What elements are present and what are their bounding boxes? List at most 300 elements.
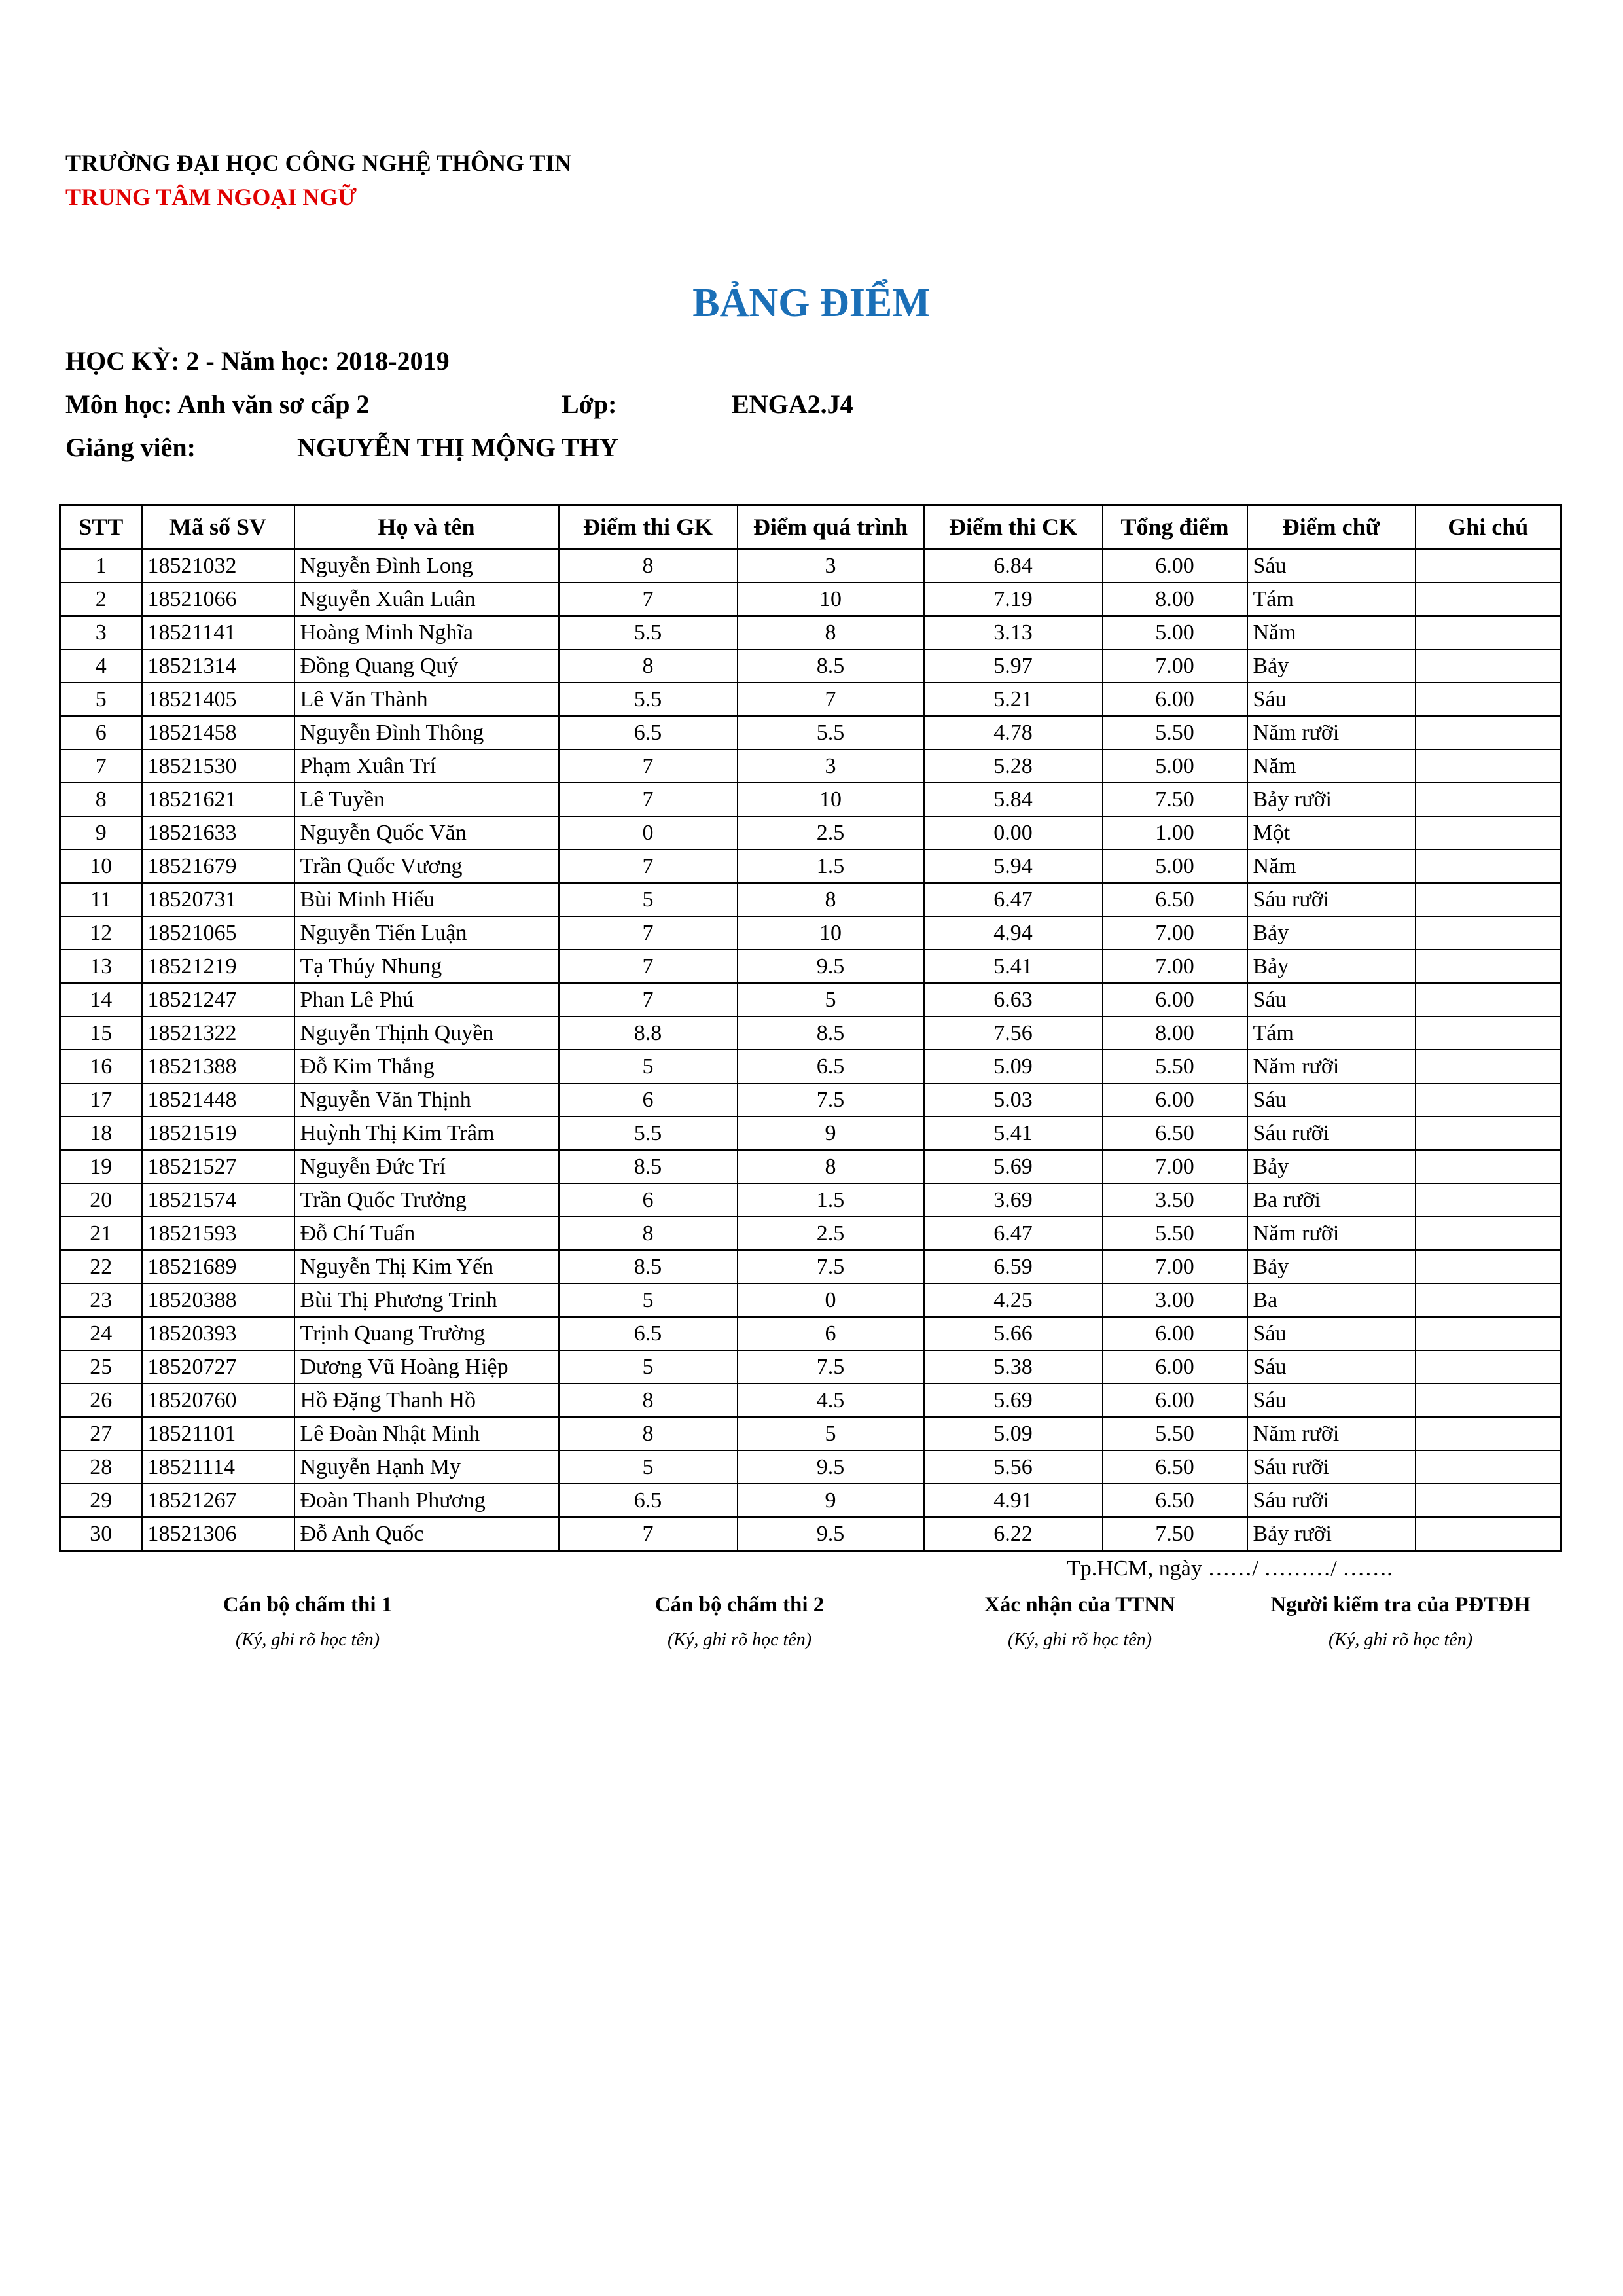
- table-row: [60, 616, 1561, 649]
- cell-total: 5.50: [1103, 716, 1247, 749]
- cell-notes: [1416, 649, 1561, 683]
- cell-notes: [1416, 1417, 1561, 1450]
- cell-total: 6.00: [1103, 683, 1247, 716]
- cell-final: 4.25: [924, 1283, 1103, 1317]
- cell-full-name: Lê Tuyền: [294, 783, 559, 816]
- cell-process: 7.5: [738, 1250, 924, 1283]
- cell-student-id: 18521448: [142, 1083, 294, 1117]
- cell-full-name: Phan Lê Phú: [294, 983, 559, 1016]
- signature-title-pdtdh: Người kiểm tra của PĐTĐH: [1270, 1593, 1531, 1617]
- cell-stt: 29: [60, 1484, 142, 1517]
- column-header-stt: STT: [60, 505, 142, 549]
- cell-student-id: 18520760: [142, 1384, 294, 1417]
- cell-student-id: 18521141: [142, 616, 294, 649]
- cell-stt: 26: [60, 1384, 142, 1417]
- cell-total: 7.00: [1103, 649, 1247, 683]
- cell-midterm: 7: [559, 783, 738, 816]
- cell-full-name: Lê Đoàn Nhật Minh: [294, 1417, 559, 1450]
- cell-final: 5.41: [924, 950, 1103, 983]
- cell-stt: 9: [60, 816, 142, 850]
- cell-full-name: Nguyễn Quốc Văn: [294, 816, 559, 850]
- cell-midterm: 6.5: [559, 1317, 738, 1350]
- cell-student-id: 18521527: [142, 1150, 294, 1183]
- cell-student-id: 18521101: [142, 1417, 294, 1450]
- cell-total: 6.00: [1103, 1317, 1247, 1350]
- cell-midterm: 8: [559, 1417, 738, 1450]
- cell-process: 9.5: [738, 1450, 924, 1484]
- cell-total: 8.00: [1103, 1016, 1247, 1050]
- cell-process: 5: [738, 983, 924, 1016]
- cell-final: 6.47: [924, 883, 1103, 916]
- cell-total: 6.50: [1103, 883, 1247, 916]
- cell-stt: 3: [60, 616, 142, 649]
- cell-notes: [1416, 1083, 1561, 1117]
- cell-notes: [1416, 549, 1561, 583]
- cell-midterm: 6: [559, 1183, 738, 1217]
- signature-note-pdtdh: (Ký, ghi rõ học tên): [1328, 1630, 1473, 1650]
- cell-full-name: Trịnh Quang Trường: [294, 1317, 559, 1350]
- cell-grade-words: Bảy: [1247, 950, 1416, 983]
- cell-student-id: 18521314: [142, 649, 294, 683]
- cell-stt: 6: [60, 716, 142, 749]
- column-header-process: Điểm quá trình: [738, 505, 924, 549]
- cell-full-name: Nguyễn Tiến Luận: [294, 916, 559, 950]
- cell-process: 8: [738, 616, 924, 649]
- cell-process: 1.5: [738, 850, 924, 883]
- cell-final: 4.91: [924, 1484, 1103, 1517]
- column-header-notes: Ghi chú: [1416, 505, 1561, 549]
- cell-student-id: 18520731: [142, 883, 294, 916]
- table-row: [60, 1117, 1561, 1150]
- cell-grade-words: Năm: [1247, 850, 1416, 883]
- cell-stt: 22: [60, 1250, 142, 1283]
- cell-final: 3.69: [924, 1183, 1103, 1217]
- term-info: HỌC KỲ: 2 - Năm học: 2018-2019: [65, 346, 450, 376]
- table-body: [60, 549, 1561, 1551]
- cell-notes: [1416, 983, 1561, 1016]
- table-row: [60, 1317, 1561, 1350]
- cell-notes: [1416, 1517, 1561, 1551]
- cell-total: 6.50: [1103, 1484, 1247, 1517]
- cell-total: 5.50: [1103, 1217, 1247, 1250]
- table-row: [60, 1350, 1561, 1384]
- cell-total: 5.50: [1103, 1417, 1247, 1450]
- cell-stt: 18: [60, 1117, 142, 1150]
- cell-process: 9: [738, 1484, 924, 1517]
- cell-student-id: 18521219: [142, 950, 294, 983]
- cell-student-id: 18521593: [142, 1217, 294, 1250]
- cell-final: 5.28: [924, 749, 1103, 783]
- table-row: [60, 850, 1561, 883]
- cell-full-name: Đoàn Thanh Phương: [294, 1484, 559, 1517]
- cell-midterm: 5: [559, 1350, 738, 1384]
- cell-final: 5.56: [924, 1450, 1103, 1484]
- cell-notes: [1416, 1384, 1561, 1417]
- table-row: [60, 1217, 1561, 1250]
- cell-full-name: Lê Văn Thành: [294, 683, 559, 716]
- signature-title-ttnn: Xác nhận của TTNN: [984, 1593, 1175, 1617]
- signature-note-grader-2: (Ký, ghi rõ học tên): [667, 1630, 812, 1650]
- cell-grade-words: Sáu: [1247, 983, 1416, 1016]
- cell-grade-words: Sáu rưỡi: [1247, 1484, 1416, 1517]
- cell-final: 4.94: [924, 916, 1103, 950]
- grades-table: [59, 504, 1562, 1552]
- table-row: [60, 549, 1561, 583]
- cell-midterm: 6.5: [559, 716, 738, 749]
- table-row: [60, 1417, 1561, 1450]
- cell-process: 9.5: [738, 950, 924, 983]
- cell-stt: 21: [60, 1217, 142, 1250]
- cell-total: 6.00: [1103, 1083, 1247, 1117]
- cell-notes: [1416, 1484, 1561, 1517]
- cell-grade-words: Năm: [1247, 749, 1416, 783]
- cell-grade-words: Năm rưỡi: [1247, 1217, 1416, 1250]
- cell-full-name: Nguyễn Thị Kim Yến: [294, 1250, 559, 1283]
- cell-total: 5.00: [1103, 850, 1247, 883]
- cell-process: 8: [738, 1150, 924, 1183]
- cell-grade-words: Một: [1247, 816, 1416, 850]
- cell-process: 6.5: [738, 1050, 924, 1083]
- cell-student-id: 18520393: [142, 1317, 294, 1350]
- column-header-grade-words: Điểm chữ: [1247, 505, 1416, 549]
- cell-process: 2.5: [738, 1217, 924, 1250]
- table-row: [60, 1484, 1561, 1517]
- cell-total: 7.50: [1103, 783, 1247, 816]
- cell-notes: [1416, 583, 1561, 616]
- cell-student-id: 18521621: [142, 783, 294, 816]
- cell-process: 3: [738, 749, 924, 783]
- cell-stt: 25: [60, 1350, 142, 1384]
- cell-total: 5.00: [1103, 749, 1247, 783]
- cell-full-name: Trần Quốc Trưởng: [294, 1183, 559, 1217]
- cell-midterm: 7: [559, 583, 738, 616]
- cell-total: 7.00: [1103, 1150, 1247, 1183]
- cell-student-id: 18521032: [142, 549, 294, 583]
- table-row: [60, 716, 1561, 749]
- cell-midterm: 8: [559, 1217, 738, 1250]
- cell-final: 5.69: [924, 1384, 1103, 1417]
- cell-student-id: 18521530: [142, 749, 294, 783]
- cell-final: 5.09: [924, 1050, 1103, 1083]
- cell-student-id: 18520388: [142, 1283, 294, 1317]
- cell-full-name: Nguyễn Đình Thông: [294, 716, 559, 749]
- class-value: ENGA2.J4: [732, 389, 853, 419]
- subject-info: Môn học: Anh văn sơ cấp 2: [65, 389, 370, 419]
- cell-total: 6.00: [1103, 1350, 1247, 1384]
- cell-total: 3.00: [1103, 1283, 1247, 1317]
- cell-grade-words: Sáu: [1247, 549, 1416, 583]
- table-row: [60, 816, 1561, 850]
- cell-midterm: 8.5: [559, 1150, 738, 1183]
- cell-notes: [1416, 716, 1561, 749]
- cell-student-id: 18521405: [142, 683, 294, 716]
- cell-final: 7.56: [924, 1016, 1103, 1050]
- table-row: [60, 950, 1561, 983]
- cell-grade-words: Năm rưỡi: [1247, 716, 1416, 749]
- class-label: Lớp:: [562, 389, 617, 419]
- cell-notes: [1416, 1117, 1561, 1150]
- cell-notes: [1416, 616, 1561, 649]
- cell-total: 7.00: [1103, 950, 1247, 983]
- cell-student-id: 18520727: [142, 1350, 294, 1384]
- cell-stt: 17: [60, 1083, 142, 1117]
- cell-final: 7.19: [924, 583, 1103, 616]
- signature-note-grader-1: (Ký, ghi rõ học tên): [235, 1630, 380, 1650]
- cell-process: 8.5: [738, 1016, 924, 1050]
- cell-midterm: 5.5: [559, 1117, 738, 1150]
- table-row: [60, 916, 1561, 950]
- school-name: TRƯỜNG ĐẠI HỌC CÔNG NGHỆ THÔNG TIN: [65, 150, 572, 176]
- cell-midterm: 7: [559, 850, 738, 883]
- cell-full-name: Nguyễn Hạnh My: [294, 1450, 559, 1484]
- cell-stt: 12: [60, 916, 142, 950]
- table-row: [60, 883, 1561, 916]
- cell-stt: 15: [60, 1016, 142, 1050]
- cell-total: 7.50: [1103, 1517, 1247, 1551]
- cell-student-id: 18521679: [142, 850, 294, 883]
- table-row: [60, 1283, 1561, 1317]
- cell-final: 5.41: [924, 1117, 1103, 1150]
- cell-final: 5.94: [924, 850, 1103, 883]
- cell-final: 4.78: [924, 716, 1103, 749]
- cell-notes: [1416, 850, 1561, 883]
- cell-notes: [1416, 816, 1561, 850]
- cell-midterm: 8.8: [559, 1016, 738, 1050]
- cell-stt: 28: [60, 1450, 142, 1484]
- table-row: [60, 749, 1561, 783]
- cell-grade-words: Sáu: [1247, 683, 1416, 716]
- column-header-student-id: Mã số SV: [142, 505, 294, 549]
- cell-stt: 20: [60, 1183, 142, 1217]
- language-center-name: TRUNG TÂM NGOẠI NGỮ: [65, 184, 357, 210]
- cell-final: 5.97: [924, 649, 1103, 683]
- cell-grade-words: Sáu: [1247, 1083, 1416, 1117]
- cell-final: 5.66: [924, 1317, 1103, 1350]
- cell-midterm: 5: [559, 1050, 738, 1083]
- cell-total: 1.00: [1103, 816, 1247, 850]
- cell-stt: 4: [60, 649, 142, 683]
- cell-process: 10: [738, 783, 924, 816]
- cell-midterm: 8: [559, 1384, 738, 1417]
- cell-full-name: Đỗ Kim Thắng: [294, 1050, 559, 1083]
- cell-grade-words: Tám: [1247, 583, 1416, 616]
- cell-process: 0: [738, 1283, 924, 1317]
- cell-process: 7.5: [738, 1350, 924, 1384]
- cell-total: 5.50: [1103, 1050, 1247, 1083]
- cell-stt: 16: [60, 1050, 142, 1083]
- cell-total: 6.50: [1103, 1117, 1247, 1150]
- cell-final: 3.13: [924, 616, 1103, 649]
- cell-notes: [1416, 1016, 1561, 1050]
- cell-stt: 13: [60, 950, 142, 983]
- cell-stt: 10: [60, 850, 142, 883]
- cell-full-name: Bùi Thị Phương Trinh: [294, 1283, 559, 1317]
- cell-process: 7: [738, 683, 924, 716]
- cell-midterm: 7: [559, 950, 738, 983]
- cell-notes: [1416, 1250, 1561, 1283]
- cell-midterm: 5: [559, 1283, 738, 1317]
- cell-final: 5.21: [924, 683, 1103, 716]
- table-row: [60, 583, 1561, 616]
- cell-notes: [1416, 950, 1561, 983]
- cell-grade-words: Sáu: [1247, 1350, 1416, 1384]
- cell-midterm: 8: [559, 649, 738, 683]
- signature-title-grader-1: Cán bộ chấm thi 1: [223, 1593, 393, 1617]
- cell-full-name: Nguyễn Đức Trí: [294, 1150, 559, 1183]
- cell-full-name: Nguyễn Đình Long: [294, 549, 559, 583]
- table-row: [60, 983, 1561, 1016]
- cell-stt: 11: [60, 883, 142, 916]
- cell-total: 5.00: [1103, 616, 1247, 649]
- cell-process: 4.5: [738, 1384, 924, 1417]
- cell-notes: [1416, 883, 1561, 916]
- table-row: [60, 1450, 1561, 1484]
- table-row: [60, 1083, 1561, 1117]
- cell-final: 5.38: [924, 1350, 1103, 1384]
- column-header-midterm: Điểm thi GK: [559, 505, 738, 549]
- cell-grade-words: Sáu: [1247, 1384, 1416, 1417]
- cell-total: 7.00: [1103, 916, 1247, 950]
- cell-stt: 24: [60, 1317, 142, 1350]
- cell-grade-words: Bảy rưỡi: [1247, 783, 1416, 816]
- cell-full-name: Đỗ Anh Quốc: [294, 1517, 559, 1551]
- cell-process: 2.5: [738, 816, 924, 850]
- cell-full-name: Nguyễn Thịnh Quyền: [294, 1016, 559, 1050]
- cell-student-id: 18521322: [142, 1016, 294, 1050]
- cell-notes: [1416, 1050, 1561, 1083]
- table-row: [60, 1150, 1561, 1183]
- cell-final: 5.03: [924, 1083, 1103, 1117]
- cell-student-id: 18521247: [142, 983, 294, 1016]
- cell-full-name: Nguyễn Văn Thịnh: [294, 1083, 559, 1117]
- cell-final: 6.22: [924, 1517, 1103, 1551]
- cell-full-name: Dương Vũ Hoàng Hiệp: [294, 1350, 559, 1384]
- table-row: [60, 1384, 1561, 1417]
- cell-process: 10: [738, 583, 924, 616]
- cell-grade-words: Sáu rưỡi: [1247, 1450, 1416, 1484]
- cell-stt: 19: [60, 1150, 142, 1183]
- cell-notes: [1416, 683, 1561, 716]
- cell-midterm: 0: [559, 816, 738, 850]
- cell-midterm: 8: [559, 549, 738, 583]
- cell-midterm: 7: [559, 1517, 738, 1551]
- cell-final: 5.84: [924, 783, 1103, 816]
- cell-total: 6.00: [1103, 1384, 1247, 1417]
- cell-grade-words: Sáu rưỡi: [1247, 1117, 1416, 1150]
- cell-process: 8: [738, 883, 924, 916]
- cell-full-name: Hồ Đặng Thanh Hồ: [294, 1384, 559, 1417]
- cell-stt: 30: [60, 1517, 142, 1551]
- cell-student-id: 18521388: [142, 1050, 294, 1083]
- cell-process: 10: [738, 916, 924, 950]
- cell-full-name: Trần Quốc Vương: [294, 850, 559, 883]
- cell-student-id: 18521065: [142, 916, 294, 950]
- cell-final: 5.09: [924, 1417, 1103, 1450]
- cell-grade-words: Tám: [1247, 1016, 1416, 1050]
- cell-grade-words: Sáu rưỡi: [1247, 883, 1416, 916]
- date-line: Tp.HCM, ngày ……/ ………/ …….: [1067, 1556, 1393, 1581]
- cell-final: 5.69: [924, 1150, 1103, 1183]
- table-header-row: [60, 505, 1561, 549]
- cell-process: 1.5: [738, 1183, 924, 1217]
- cell-midterm: 5.5: [559, 683, 738, 716]
- cell-full-name: Bùi Minh Hiếu: [294, 883, 559, 916]
- cell-process: 5: [738, 1417, 924, 1450]
- cell-total: 8.00: [1103, 583, 1247, 616]
- cell-grade-words: Ba: [1247, 1283, 1416, 1317]
- signature-note-ttnn: (Ký, ghi rõ học tên): [1007, 1630, 1152, 1650]
- cell-process: 8.5: [738, 649, 924, 683]
- cell-grade-words: Bảy rưỡi: [1247, 1517, 1416, 1551]
- cell-process: 9.5: [738, 1517, 924, 1551]
- cell-grade-words: Bảy: [1247, 1150, 1416, 1183]
- cell-midterm: 7: [559, 916, 738, 950]
- cell-process: 5.5: [738, 716, 924, 749]
- cell-midterm: 5: [559, 883, 738, 916]
- cell-midterm: 8.5: [559, 1250, 738, 1283]
- cell-notes: [1416, 1350, 1561, 1384]
- cell-process: 3: [738, 549, 924, 583]
- cell-notes: [1416, 916, 1561, 950]
- cell-student-id: 18521114: [142, 1450, 294, 1484]
- cell-total: 7.00: [1103, 1250, 1247, 1283]
- cell-total: 6.50: [1103, 1450, 1247, 1484]
- cell-midterm: 6.5: [559, 1484, 738, 1517]
- cell-notes: [1416, 1217, 1561, 1250]
- cell-final: 6.47: [924, 1217, 1103, 1250]
- cell-student-id: 18521574: [142, 1183, 294, 1217]
- cell-total: 3.50: [1103, 1183, 1247, 1217]
- cell-grade-words: Năm rưỡi: [1247, 1050, 1416, 1083]
- cell-grade-words: Bảy: [1247, 1250, 1416, 1283]
- lecturer-label: Giảng viên:: [65, 433, 196, 462]
- cell-total: 6.00: [1103, 983, 1247, 1016]
- table-row: [60, 1517, 1561, 1551]
- cell-full-name: Tạ Thúy Nhung: [294, 950, 559, 983]
- cell-final: 6.63: [924, 983, 1103, 1016]
- table-row: [60, 649, 1561, 683]
- signature-title-grader-2: Cán bộ chấm thi 2: [654, 1593, 825, 1617]
- cell-total: 6.00: [1103, 549, 1247, 583]
- cell-stt: 14: [60, 983, 142, 1016]
- cell-stt: 8: [60, 783, 142, 816]
- column-header-full-name: Họ và tên: [294, 505, 559, 549]
- cell-stt: 27: [60, 1417, 142, 1450]
- cell-grade-words: Bảy: [1247, 649, 1416, 683]
- cell-notes: [1416, 1450, 1561, 1484]
- cell-grade-words: Ba rưỡi: [1247, 1183, 1416, 1217]
- cell-notes: [1416, 1283, 1561, 1317]
- cell-full-name: Huỳnh Thị Kim Trâm: [294, 1117, 559, 1150]
- cell-notes: [1416, 783, 1561, 816]
- cell-grade-words: Năm rưỡi: [1247, 1417, 1416, 1450]
- cell-student-id: 18521267: [142, 1484, 294, 1517]
- cell-grade-words: Sáu: [1247, 1317, 1416, 1350]
- cell-grade-words: Năm: [1247, 616, 1416, 649]
- cell-student-id: 18521633: [142, 816, 294, 850]
- cell-final: 0.00: [924, 816, 1103, 850]
- cell-midterm: 6: [559, 1083, 738, 1117]
- cell-stt: 1: [60, 549, 142, 583]
- cell-process: 7.5: [738, 1083, 924, 1117]
- cell-full-name: Hoàng Minh Nghĩa: [294, 616, 559, 649]
- cell-midterm: 7: [559, 749, 738, 783]
- cell-stt: 2: [60, 583, 142, 616]
- cell-process: 6: [738, 1317, 924, 1350]
- cell-full-name: Phạm Xuân Trí: [294, 749, 559, 783]
- cell-stt: 7: [60, 749, 142, 783]
- table-row: [60, 1016, 1561, 1050]
